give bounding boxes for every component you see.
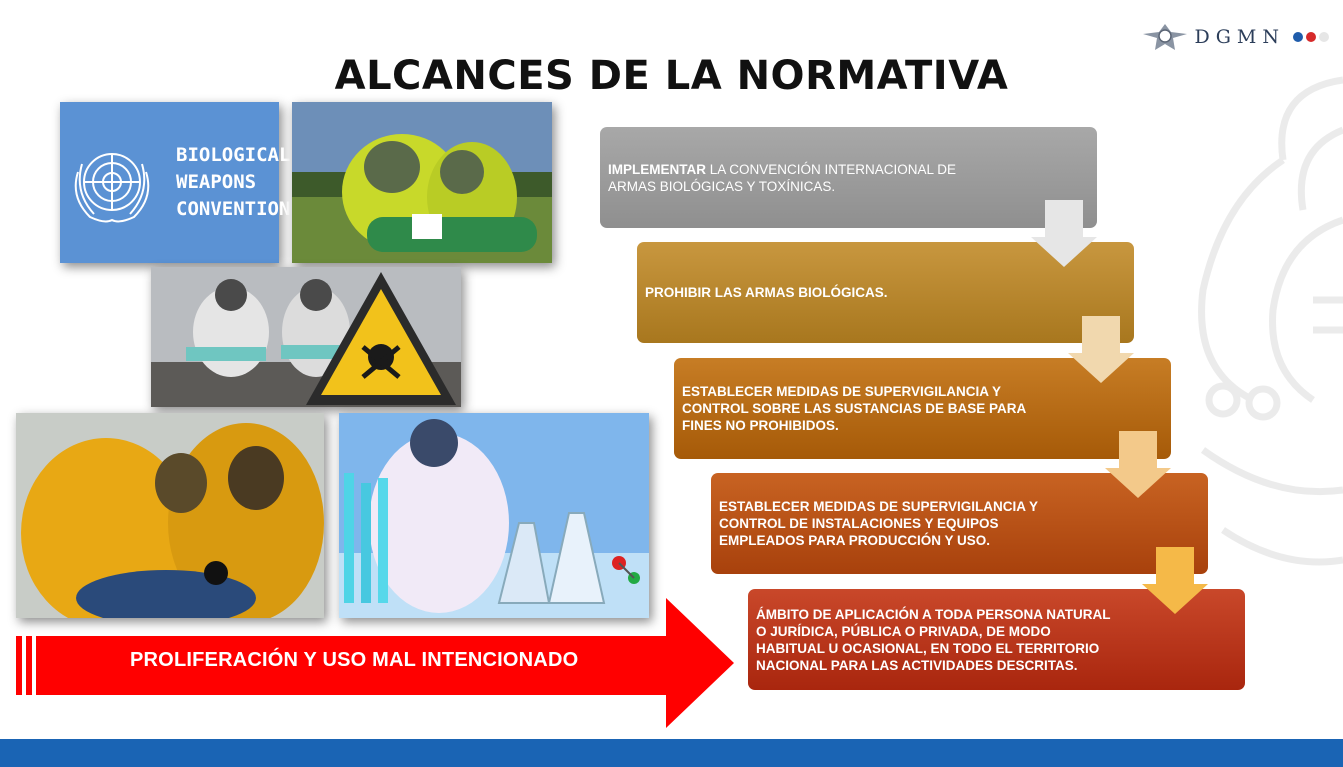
logo-text: DGMN	[1194, 26, 1285, 48]
down-arrow-icon	[1142, 547, 1208, 614]
step-4-text: ESTABLECER MEDIDAS DE SUPERVIGILANCIA Y CONTROL DE INSTALACIONES Y EQUIPOS EMPLEADOS PARA PRODUCCIÓN Y USO.	[719, 499, 1038, 548]
page-title: ALCANCES DE LA NORMATIVA	[334, 52, 1009, 99]
logo-dot-red	[1306, 32, 1316, 42]
proliferation-label: PROLIFERACIÓN Y USO MAL INTENCIONADO	[130, 649, 579, 671]
lab-workers-photo	[151, 267, 461, 407]
footer-bar	[0, 739, 1343, 767]
bwc-line-2: WEAPONS	[176, 171, 257, 193]
down-arrow-icon	[1031, 200, 1097, 267]
step-5-text: ÁMBITO DE APLICACIÓN A TODA PERSONA NATURAL O JURÍDICA, PÚBLICA O PRIVADA, DE MODO HABITUAL U OCASIONAL, EN TODO EL TERRITORIO NACIONAL PARA LAS ACTIVIDADES DESCRITAS.	[756, 606, 1111, 673]
step-3-text: ESTABLECER MEDIDAS DE SUPERVIGILANCIA Y CONTROL SOBRE LAS SUSTANCIAS DE BASE PARA FINES NO PROHIBIDOS.	[682, 384, 1026, 433]
scientist-lab-photo	[339, 413, 649, 618]
step-1-text	[608, 161, 967, 195]
bwc-line-3: CONVENTION	[176, 198, 291, 220]
hazmat-suit-photo	[292, 102, 552, 263]
down-arrow-icon	[1105, 431, 1171, 498]
step-2-text: PROHIBIR LAS ARMAS BIOLÓGICAS.	[645, 285, 888, 300]
bwc-line-1: BIOLOGICAL	[176, 144, 291, 166]
down-arrow-icon	[1068, 316, 1134, 383]
un-emblem-icon	[60, 102, 170, 263]
logo-dots	[1293, 32, 1329, 42]
dgmn-logo	[1141, 20, 1330, 54]
logo-dot-blue	[1293, 32, 1303, 42]
step-implementar	[600, 127, 1097, 228]
step-1-bold: IMPLEMENTAR	[608, 161, 706, 177]
yellow-hazmat-photo	[16, 413, 324, 618]
bwc-logo-image	[60, 102, 291, 263]
logo-dot-white	[1319, 32, 1329, 42]
eagle-crest-icon	[1141, 20, 1189, 54]
bwc-text	[176, 142, 290, 223]
step-1-rest: LA CONVENCIÓN INTERNACIONAL DE ARMAS BIOLÓGICAS Y TOXÍNICAS.	[608, 161, 957, 194]
